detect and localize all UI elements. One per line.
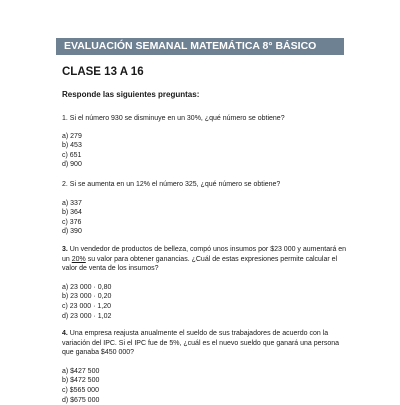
option-a[interactable]: a) 279 — [62, 132, 82, 140]
option-c[interactable]: c) $565 000 — [62, 386, 99, 394]
option-b[interactable]: b) $472 500 — [62, 377, 100, 385]
option-a[interactable]: a) 337 — [62, 199, 82, 207]
option-d[interactable]: d) $675 000 — [62, 396, 100, 404]
question-text: Una empresa reajusta anualmente el sueldo de sus trabajadores de acuerdo con la variación del IPC. Si el IPC fue de 5%, ¿cuál es el nuevo sueldo que ganará una persona que ganaba $450 000? — [62, 330, 340, 357]
option-a[interactable]: a) $427 500 — [62, 367, 100, 375]
instructions: Responde las siguientes preguntas: — [62, 90, 200, 99]
option-b[interactable]: b) 453 — [62, 142, 82, 150]
option-b[interactable]: b) 364 — [62, 209, 82, 217]
question-1 — [62, 114, 352, 170]
question-2 — [62, 180, 352, 237]
question-text: Si se aumenta en un 12% el número 325, ¿qué número se obtiene? — [67, 181, 281, 188]
option-c[interactable]: c) 651 — [62, 151, 82, 159]
question-3 — [62, 245, 352, 321]
option-c[interactable]: c) 376 — [62, 218, 82, 226]
answer-options — [62, 367, 352, 405]
question-text-underlined: 20% — [71, 255, 86, 263]
title-banner: EVALUACIÓN SEMANAL MATEMÁTICA 8° BÁSICO — [56, 38, 344, 55]
question-number: 4. — [62, 330, 68, 337]
question-number: 2. — [62, 181, 68, 188]
question-4 — [62, 329, 352, 405]
answer-options — [62, 132, 352, 170]
question-text-part-1: Un vendedor de productos de belleza, compó unos insumos por $23 000 y aumentará en un — [62, 246, 347, 263]
question-number: 1. — [62, 115, 68, 122]
option-a[interactable]: a) 23 000 · 0,80 — [62, 283, 112, 291]
option-d[interactable]: d) 900 — [62, 161, 82, 169]
option-c[interactable]: c) 23 000 · 1,20 — [62, 302, 112, 310]
answer-options — [62, 199, 352, 237]
option-b[interactable]: b) 23 000 · 0,20 — [62, 293, 112, 301]
question-3-stem — [62, 245, 352, 274]
question-2-stem — [62, 180, 352, 190]
question-number: 3. — [62, 246, 68, 253]
option-d[interactable]: d) 23 000 · 1,02 — [62, 312, 112, 320]
question-4-stem — [62, 329, 352, 358]
class-range-heading: CLASE 13 A 16 — [62, 66, 144, 78]
question-text: Si el número 930 se disminuye en un 30%, ¿qué número se obtiene? — [67, 115, 285, 122]
question-text-part-2: su valor para obtener ganancias. ¿Cuál de estas expresiones permite calcular el valor de venta de los insumos? — [62, 255, 338, 273]
question-1-stem — [62, 114, 352, 124]
answer-options — [62, 283, 352, 321]
option-d[interactable]: d) 390 — [62, 228, 82, 236]
